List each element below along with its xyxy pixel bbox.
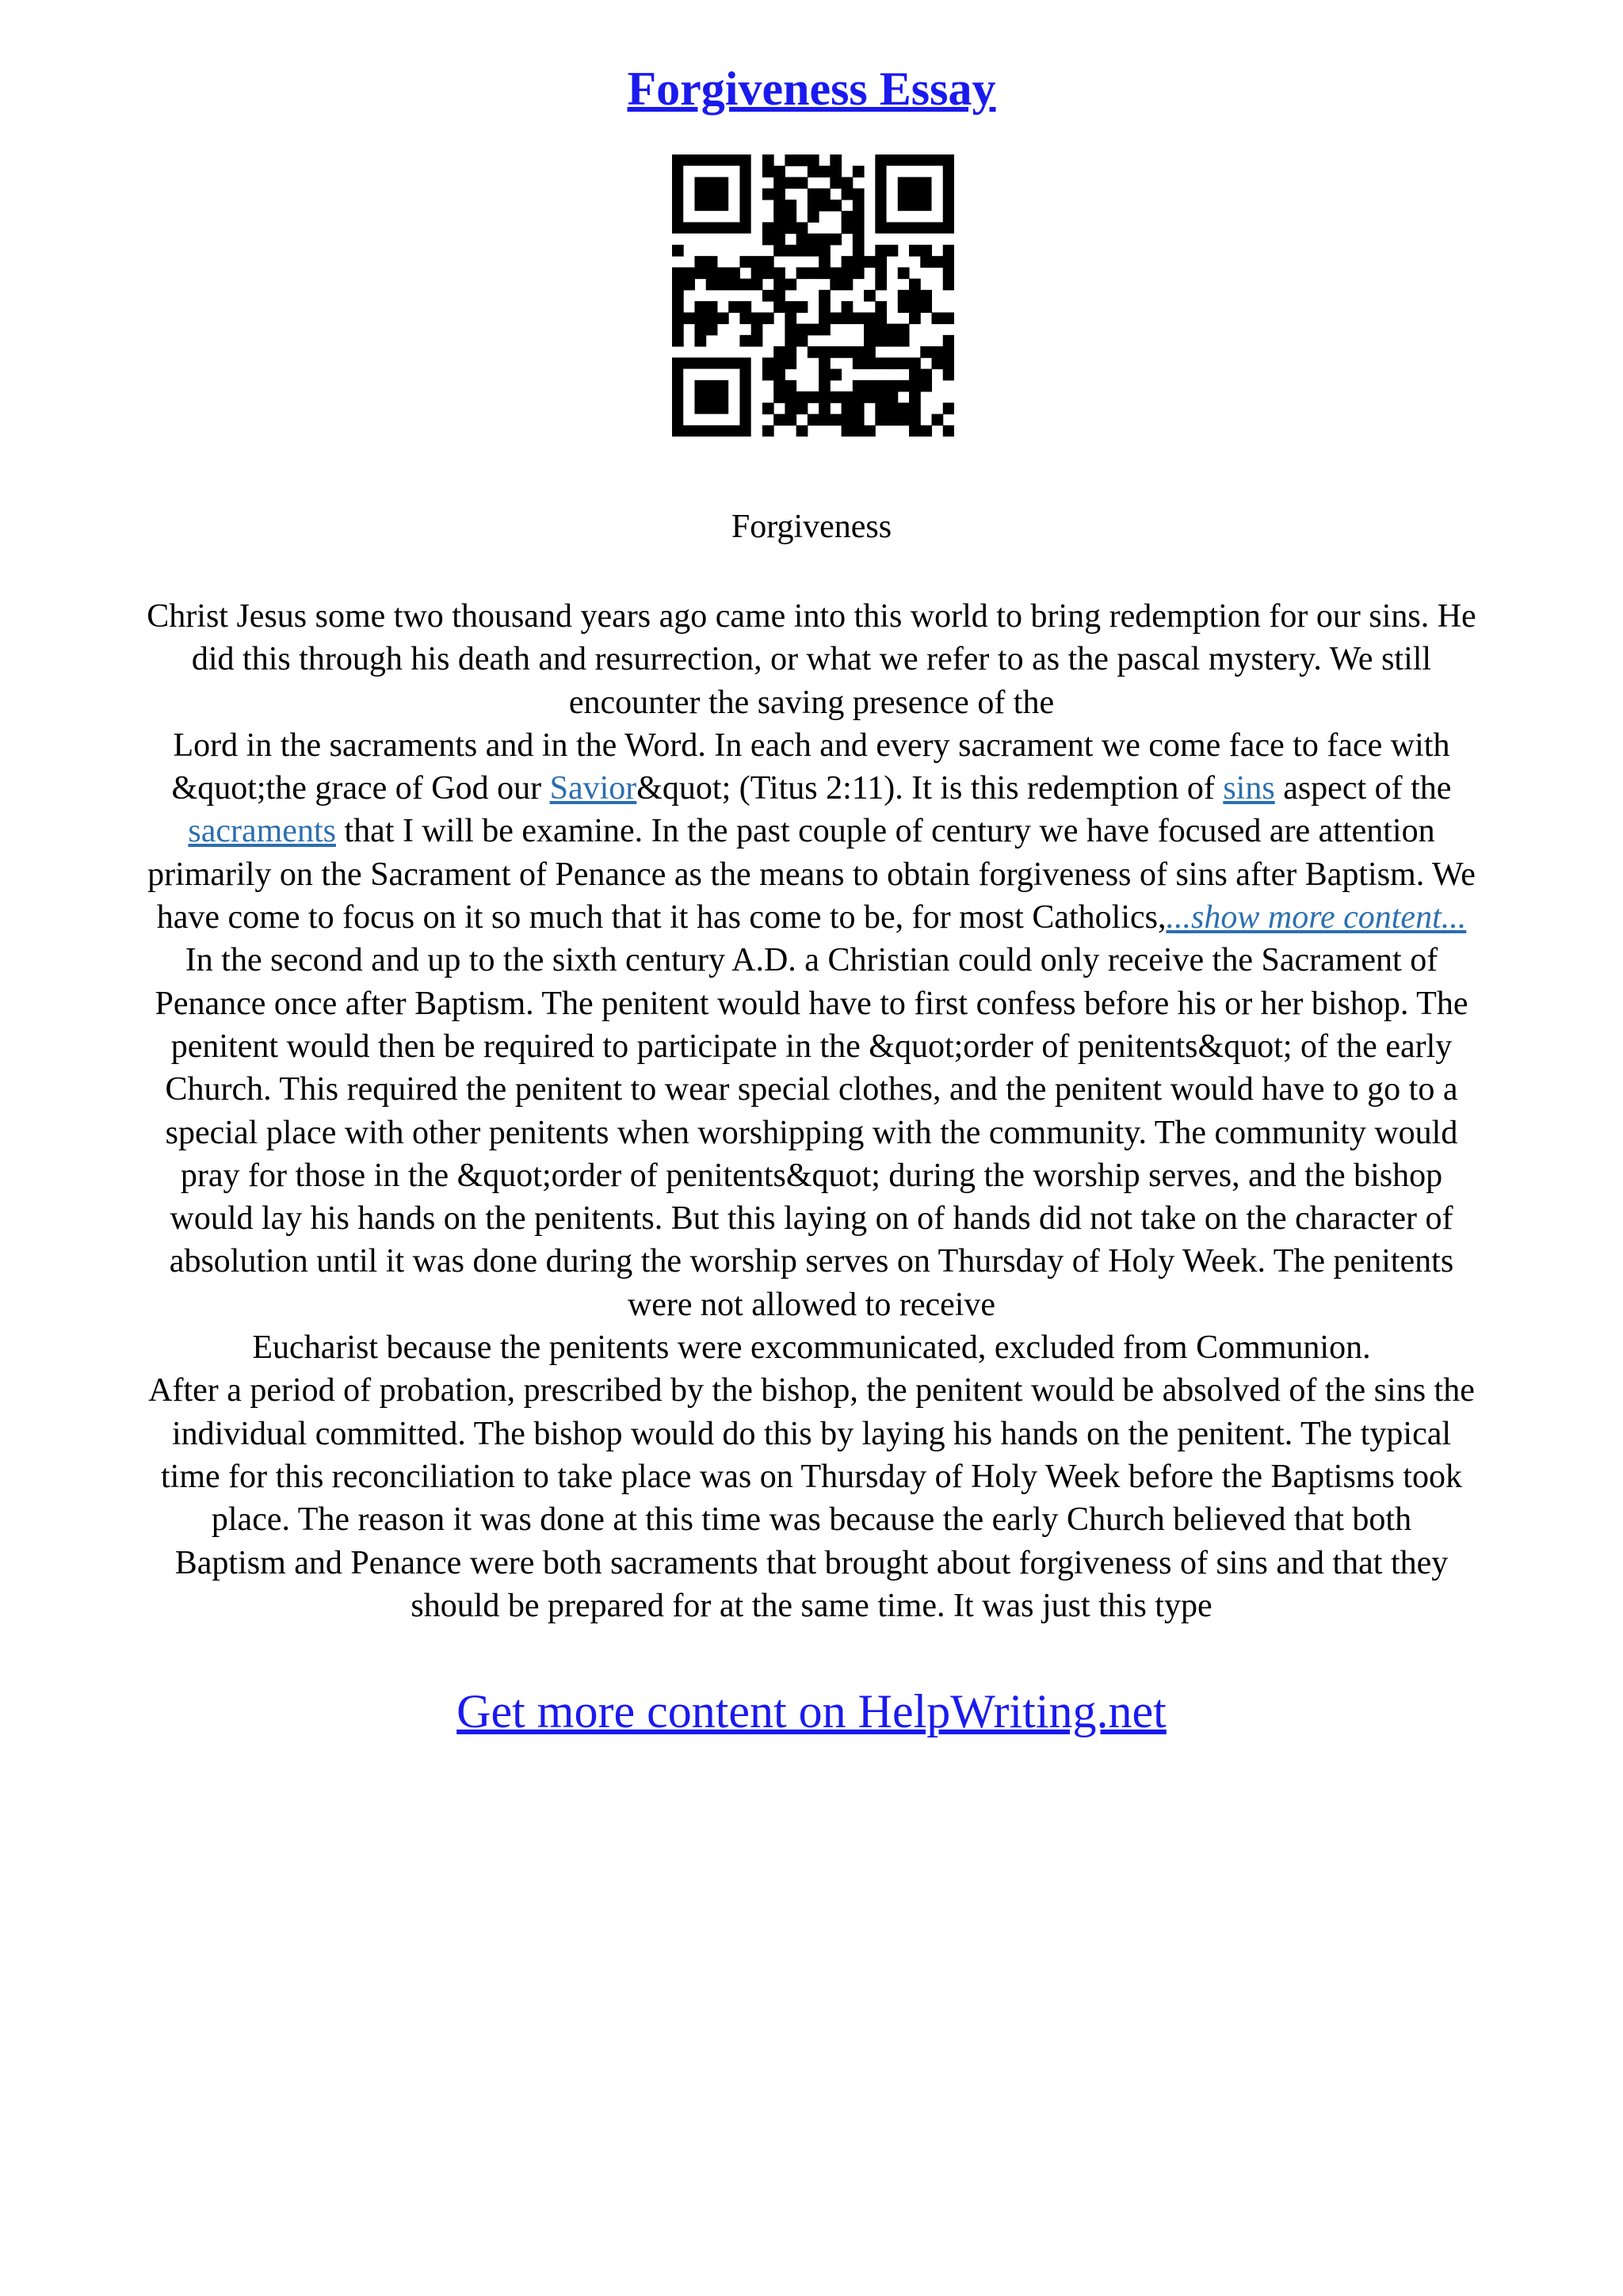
sins-link[interactable]: sins (1223, 770, 1275, 807)
essay-body (48, 595, 1575, 1627)
footer-link[interactable]: Get more content on HelpWriting.net (456, 1685, 1167, 1737)
savior-link[interactable]: Savior (549, 770, 637, 807)
text-line (48, 896, 1575, 939)
text-line: individual committed. The bishop would do this by laying his hands on the penitent. The typical (171, 1415, 1452, 1452)
text-line: Eucharist because the penitents were excommunicated, excluded from Communion. (252, 1329, 1371, 1367)
text-line: Baptism and Penance were both sacraments that brought about forgiveness of sins and that they (174, 1544, 1449, 1581)
text-line: would lay his hands on the penitents. But this laying on of hands did not take on the character of (170, 1200, 1453, 1238)
sacraments-link[interactable]: sacraments (188, 813, 336, 850)
text-line: primarily on the Sacrament of Penance as the means to obtain forgiveness of sins after Baptism. We (147, 856, 1476, 893)
essay-heading: Forgiveness (731, 509, 892, 545)
text-line: pray for those in the &quot;order of penitents&quot; during the worship serves, and the bishop (180, 1157, 1443, 1194)
qr-code-icon (672, 154, 954, 437)
text-line: Church. This required the penitent to wear special clothes, and the penitent would have to go to a (165, 1071, 1458, 1108)
text-line: Penance once after Baptism. The penitent would have to first confess before his or her bishop. The (155, 985, 1468, 1022)
text-line: were not allowed to receive (627, 1286, 996, 1323)
text-line (48, 767, 1575, 810)
document-title-link[interactable]: Forgiveness Essay (627, 63, 996, 115)
text-line: place. The reason it was done at this time was because the early Church believed that both (211, 1501, 1412, 1539)
show-more-link[interactable]: ...show more content... (1166, 899, 1467, 936)
text-line: time for this reconciliation to take place was on Thursday of Holy Week before the Baptisms took (161, 1458, 1462, 1495)
text-line: did this through his death and resurrection, or what we refer to as the pascal mystery. We still (191, 641, 1432, 678)
text-line: In the second and up to the sixth century A.D. a Christian could only receive the Sacrament of (185, 942, 1438, 979)
text-fragment: aspect of the (1274, 770, 1452, 807)
text-fragment: &quot;the grace of God our (171, 770, 550, 807)
text-line: After a period of probation, prescribed by the bishop, the penitent would be absolved of the sins the (148, 1372, 1475, 1409)
text-line: absolution until it was done during the worship serves on Thursday of Holy Week. The penitents (169, 1243, 1454, 1280)
text-fragment: &quot; (Titus 2:11). It is this redemption of (636, 770, 1224, 807)
text-line: encounter the saving presence of the (568, 684, 1055, 721)
text-line: should be prepared for at the same time. It was just this type (411, 1587, 1212, 1624)
text-line: special place with other penitents when worshipping with the community. The community would (165, 1114, 1458, 1151)
qr-code-image (672, 154, 954, 437)
text-fragment: have come to focus on it so much that it has come to be, for most Catholics, (156, 899, 1167, 936)
text-line: Christ Jesus some two thousand years ago came into this world to bring redemption for our sins. He (147, 598, 1476, 635)
text-line: Lord in the sacraments and in the Word. In each and every sacrament we come face to face with (173, 727, 1450, 764)
text-line: penitent would then be required to participate in the &quot;order of penitents&quot; of the early (170, 1028, 1453, 1065)
text-line (48, 810, 1575, 852)
text-fragment: that I will be examine. In the past couple of century we have focused are attention (335, 813, 1435, 850)
